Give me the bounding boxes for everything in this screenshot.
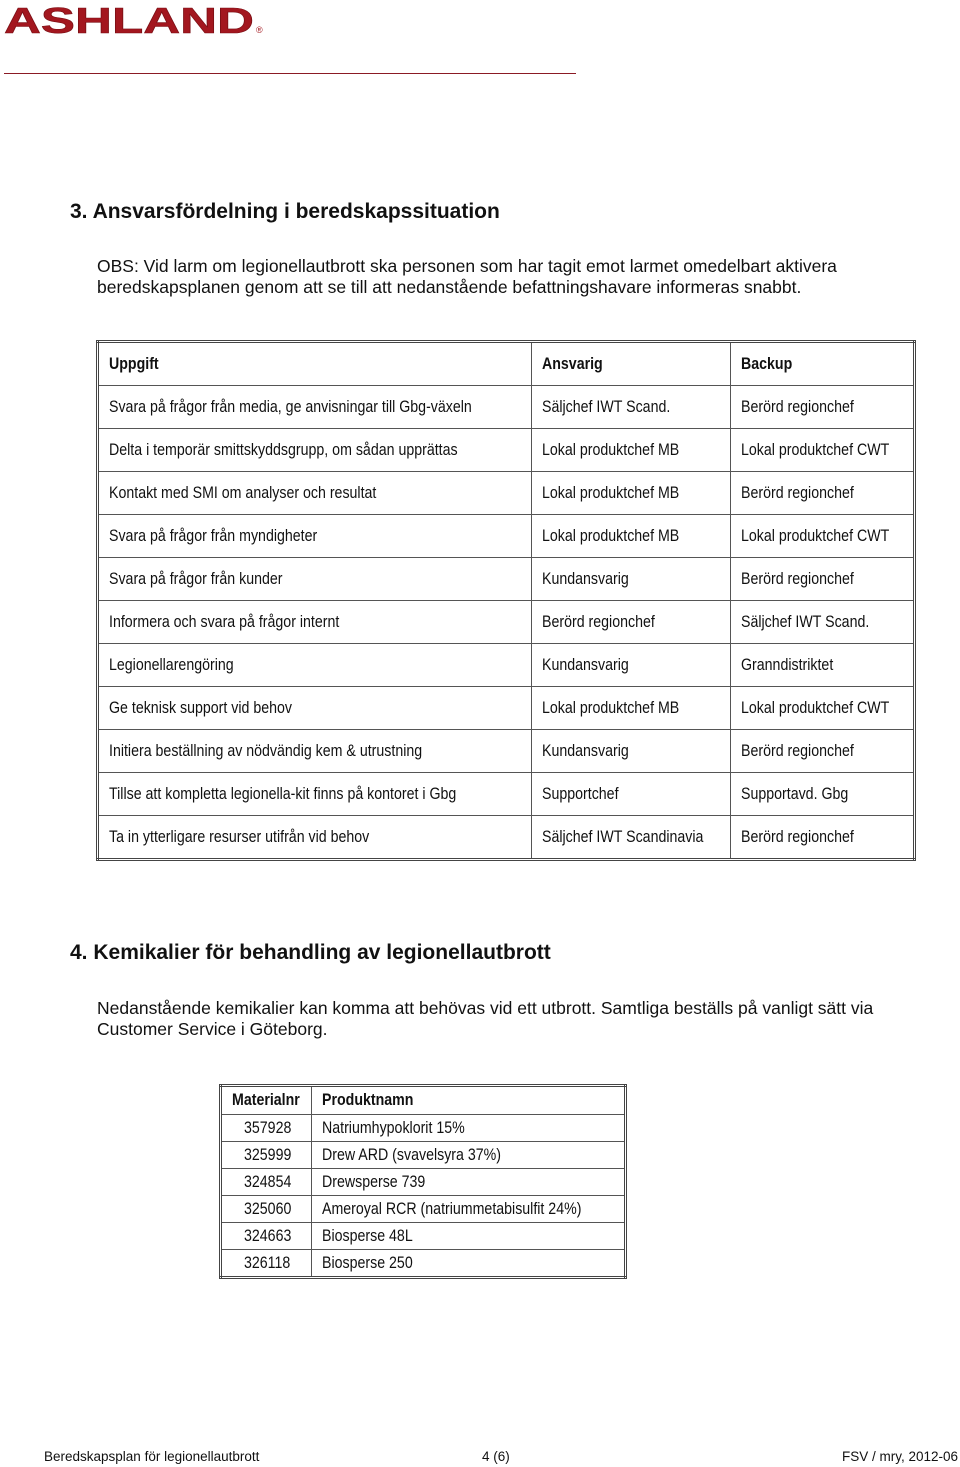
cell-backup: Berörd regionchef bbox=[730, 816, 914, 860]
ashland-logo bbox=[4, 2, 266, 38]
cell-backup: Supportavd. Gbg bbox=[730, 773, 914, 816]
cell-backup: Lokal produktchef CWT bbox=[730, 687, 914, 730]
cell-ansvarig: Lokal produktchef MB bbox=[531, 429, 730, 472]
cell-uppgift: Initiera beställning av nödvändig kem & utrustning bbox=[98, 730, 532, 773]
cell-uppgift: Kontakt med SMI om analyser och resultat bbox=[98, 472, 532, 515]
cell-backup: Lokal produktchef CWT bbox=[730, 515, 914, 558]
table-row bbox=[98, 730, 915, 773]
cell-ansvarig: Supportchef bbox=[531, 773, 730, 816]
column-header-backup: Backup bbox=[730, 342, 914, 386]
responsibility-table bbox=[96, 340, 916, 861]
cell-uppgift: Svara på frågor från media, ge anvisningar till Gbg-växeln bbox=[98, 386, 532, 429]
cell-produktnamn: Natriumhypoklorit 15% bbox=[311, 1115, 625, 1142]
logo-text: ASHLAND bbox=[4, 2, 254, 38]
cell-uppgift: Ta in ytterligare resurser utifrån vid behov bbox=[98, 816, 532, 860]
cell-backup: Lokal produktchef CWT bbox=[730, 429, 914, 472]
column-header-produktnamn: Produktnamn bbox=[311, 1086, 625, 1115]
cell-backup: Berörd regionchef bbox=[730, 472, 914, 515]
footer-page-number: 4 (6) bbox=[482, 1449, 510, 1464]
cell-produktnamn: Biosperse 48L bbox=[311, 1223, 625, 1250]
cell-uppgift: Ge teknisk support vid behov bbox=[98, 687, 532, 730]
section-3-heading: 3. Ansvarsfördelning i beredskapssituation bbox=[70, 200, 500, 223]
cell-uppgift: Svara på frågor från kunder bbox=[98, 558, 532, 601]
cell-ansvarig: Kundansvarig bbox=[531, 730, 730, 773]
table-header-row bbox=[98, 342, 915, 386]
cell-materialnr: 325999 bbox=[221, 1142, 312, 1169]
column-header-materialnr: Materialnr bbox=[221, 1086, 312, 1115]
cell-backup: Berörd regionchef bbox=[730, 386, 914, 429]
table-row bbox=[221, 1169, 626, 1196]
cell-materialnr: 324663 bbox=[221, 1223, 312, 1250]
table-row bbox=[221, 1250, 626, 1278]
table-row bbox=[98, 601, 915, 644]
cell-ansvarig: Säljchef IWT Scandinavia bbox=[531, 816, 730, 860]
table-row bbox=[221, 1142, 626, 1169]
cell-produktnamn: Drewsperse 739 bbox=[311, 1169, 625, 1196]
cell-materialnr: 324854 bbox=[221, 1169, 312, 1196]
cell-backup: Granndistriktet bbox=[730, 644, 914, 687]
cell-materialnr: 326118 bbox=[221, 1250, 312, 1278]
table-row bbox=[221, 1196, 626, 1223]
footer-document-title: Beredskapsplan för legionellautbrott bbox=[44, 1449, 260, 1464]
table-row bbox=[221, 1223, 626, 1250]
header-divider bbox=[4, 73, 576, 74]
table-header-row bbox=[221, 1086, 626, 1115]
cell-produktnamn: Biosperse 250 bbox=[311, 1250, 625, 1278]
section-4-heading: 4. Kemikalier för behandling av legionellautbrott bbox=[70, 941, 551, 964]
table-row bbox=[98, 644, 915, 687]
cell-ansvarig: Lokal produktchef MB bbox=[531, 687, 730, 730]
table-row bbox=[221, 1115, 626, 1142]
cell-uppgift: Informera och svara på frågor internt bbox=[98, 601, 532, 644]
cell-ansvarig: Säljchef IWT Scand. bbox=[531, 386, 730, 429]
cell-backup: Berörd regionchef bbox=[730, 730, 914, 773]
cell-materialnr: 325060 bbox=[221, 1196, 312, 1223]
footer-author-date: FSV / mry, 2012-06 bbox=[841, 1449, 958, 1464]
cell-ansvarig: Lokal produktchef MB bbox=[531, 472, 730, 515]
table-row bbox=[98, 773, 915, 816]
section-3-note: OBS: Vid larm om legionellautbrott ska personen som har tagit emot larmet omedelbart aktivera beredskapsplanen genom att se till att nedanstående befattningshavare informeras snabbt. bbox=[97, 256, 837, 297]
cell-materialnr: 357928 bbox=[221, 1115, 312, 1142]
column-header-uppgift: Uppgift bbox=[98, 342, 532, 386]
cell-ansvarig: Kundansvarig bbox=[531, 644, 730, 687]
cell-ansvarig: Berörd regionchef bbox=[531, 601, 730, 644]
table-row bbox=[98, 386, 915, 429]
cell-uppgift: Tillse att kompletta legionella-kit finns på kontoret i Gbg bbox=[98, 773, 532, 816]
cell-produktnamn: Ameroyal RCR (natriummetabisulfit 24%) bbox=[311, 1196, 625, 1223]
cell-produktnamn: Drew ARD (svavelsyra 37%) bbox=[311, 1142, 625, 1169]
cell-backup: Säljchef IWT Scand. bbox=[730, 601, 914, 644]
table-row bbox=[98, 472, 915, 515]
cell-uppgift: Delta i temporär smittskyddsgrupp, om sådan upprättas bbox=[98, 429, 532, 472]
cell-uppgift: Svara på frågor från myndigheter bbox=[98, 515, 532, 558]
registered-mark: ® bbox=[256, 25, 263, 35]
cell-ansvarig: Lokal produktchef MB bbox=[531, 515, 730, 558]
table-row bbox=[98, 515, 915, 558]
column-header-ansvarig: Ansvarig bbox=[531, 342, 730, 386]
section-4-intro: Nedanstående kemikalier kan komma att behövas vid ett utbrott. Samtliga beställs på vanligt sätt via Customer Service i Göteborg. bbox=[97, 998, 874, 1039]
cell-ansvarig: Kundansvarig bbox=[531, 558, 730, 601]
table-row bbox=[98, 687, 915, 730]
table-row bbox=[98, 429, 915, 472]
cell-uppgift: Legionellarengöring bbox=[98, 644, 532, 687]
table-row bbox=[98, 558, 915, 601]
cell-backup: Berörd regionchef bbox=[730, 558, 914, 601]
chemicals-table bbox=[219, 1084, 627, 1279]
table-row bbox=[98, 816, 915, 860]
